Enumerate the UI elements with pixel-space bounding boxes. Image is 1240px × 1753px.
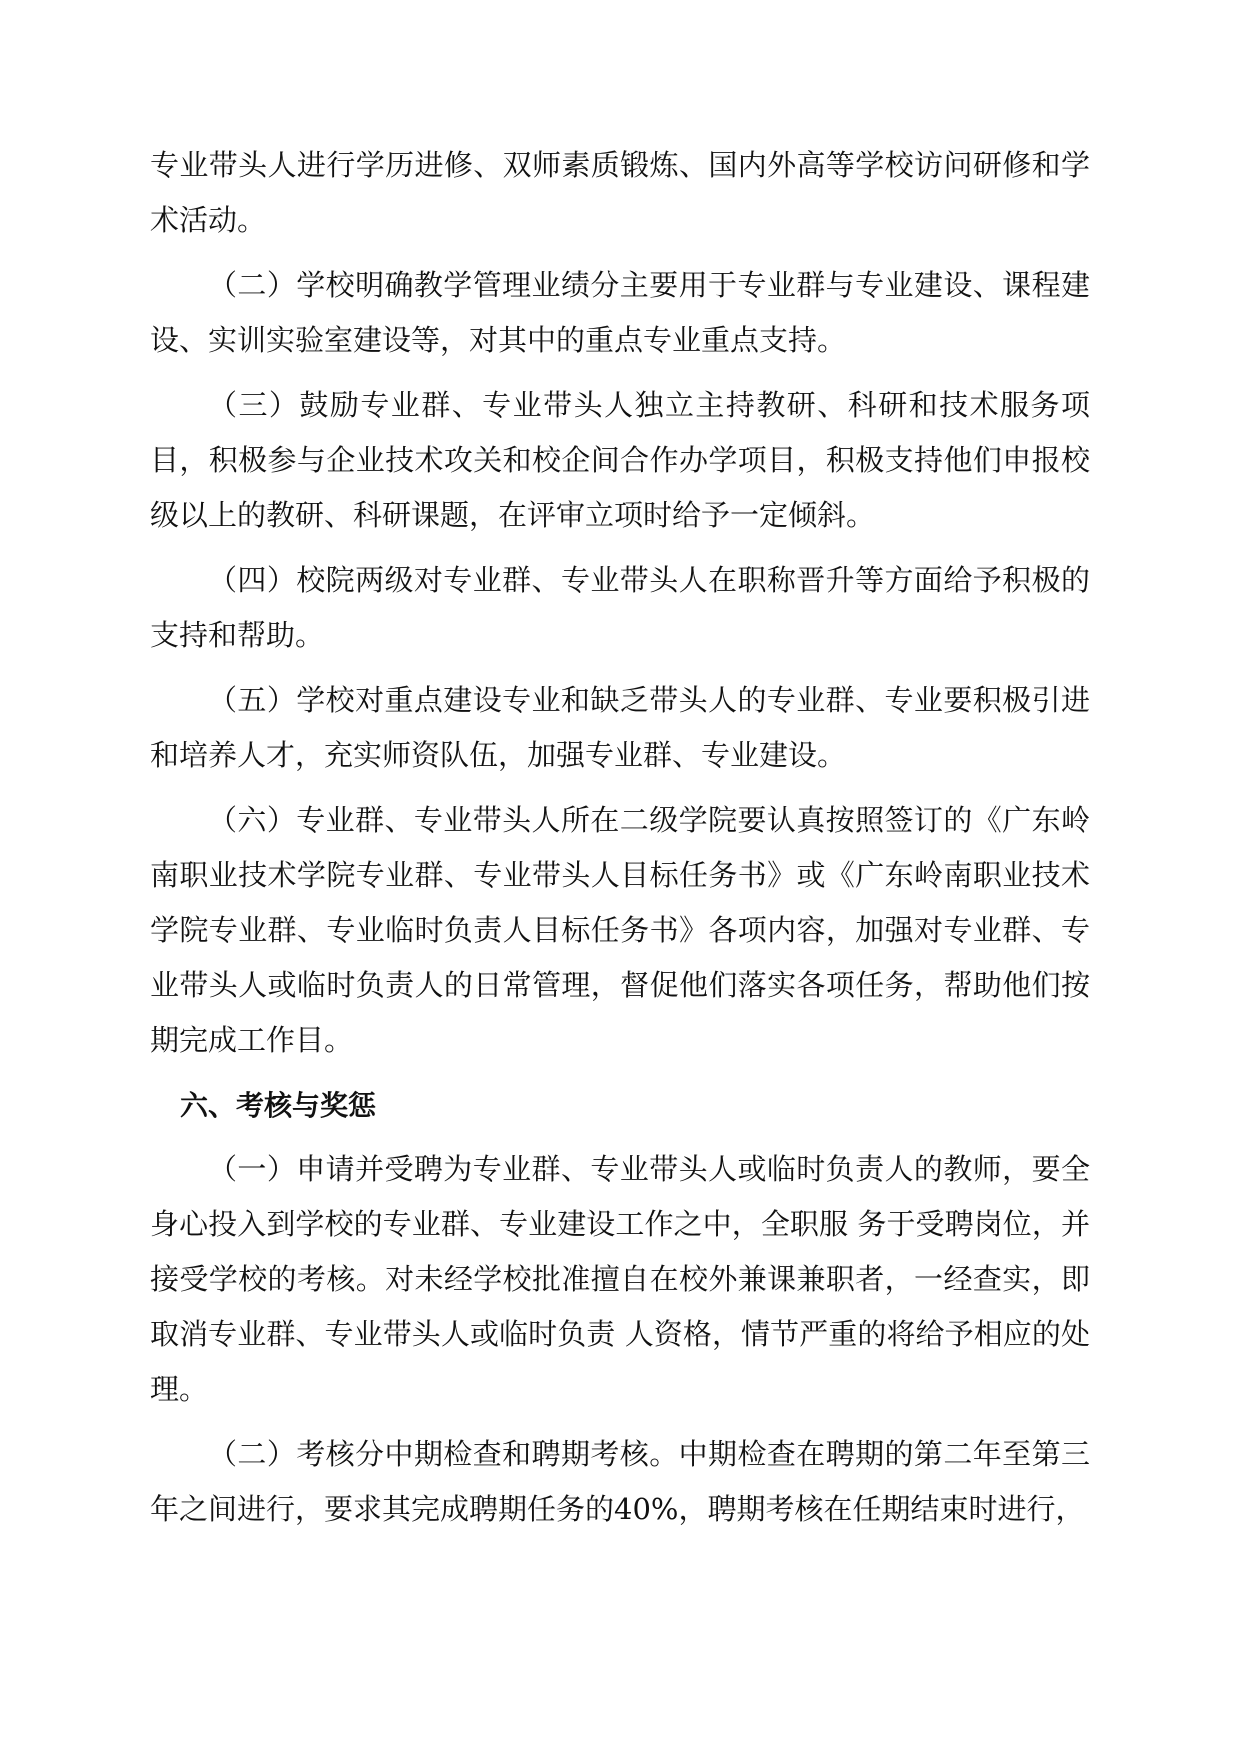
paragraph-item-5: （五）学校对重点建设专业和缺乏带头人的专业群、专业要积极引进和培养人才，充实师资队伍，加强专业群、专业建设。 [150,683,1090,772]
document-body [150,138,1090,1547]
section-heading: 六、考核与奖惩 [180,1089,377,1122]
assessment-paragraph-1: （一）申请并受聘为专业群、专业带头人或临时负责人的教师，要全身心投入到学校的专业群、专业建设工作之中，全职服 务于受聘岗位，并接受学校的考核。对未经学校批准擅自在校外兼课兼职者，一经查实，即取消专业群、专业带头人或临时负责 人资格，情节严重的将给予相应的处理。 [150,1152,1090,1406]
paragraph-item-2: （二）学校明确教学管理业绩分主要用于专业群与专业建设、课程建设、实训实验室建设等，对其中的重点专业重点支持。 [150,268,1090,357]
paragraph-item-3: （三）鼓励专业群、专业带头人独立主持教研、科研和技术服务项目，积极参与企业技术攻关和校企间合作办学项目，积极支持他们申报校级以上的教研、科研课题，在评审立项时给予一定倾斜。 [150,388,1090,532]
paragraph-item-4: （四）校院两级对专业群、专业带头人在职称晋升等方面给予积极的支持和帮助。 [150,563,1090,652]
paragraph-continuation: 专业带头人进行学历进修、双师素质锻炼、国内外高等学校访问研修和学术活动。 [150,148,1090,237]
assessment-paragraph-2: （二）考核分中期检查和聘期考核。中期检查在聘期的第二年至第三年之间进行，要求其完成聘期任务的40%，聘期考核在任期结束时进行， [150,1437,1090,1526]
paragraph-item-6: （六）专业群、专业带头人所在二级学院要认真按照签订的《广东岭南职业技术学院专业群、专业带头人目标任务书》或《广东岭南职业技术学院专业群、专业临时负责人目标任务书》各项内容，加强对专业群、专业带头人或临时负责人的日常管理，督促他们落实各项任务，帮助他们按期完成工作目。 [150,803,1090,1057]
